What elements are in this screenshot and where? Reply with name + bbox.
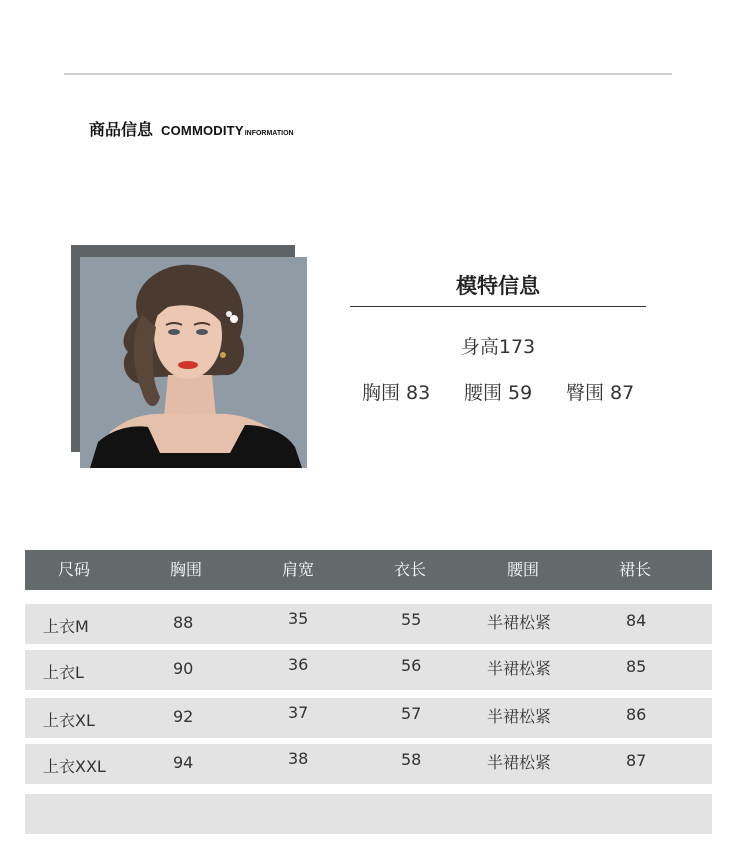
header-skirt-length: 裙长: [618, 560, 651, 579]
header-length: 衣长: [393, 560, 426, 579]
cell-size: 上衣L: [43, 663, 84, 682]
section-heading: [89, 117, 294, 140]
header-shoulder: 肩宽: [281, 560, 314, 579]
cell-skirt-length: 87: [626, 751, 647, 770]
cell-shoulder: 38: [288, 749, 309, 768]
table-row: [25, 744, 712, 784]
table-row: [25, 650, 712, 690]
cell-bust: 92: [173, 707, 194, 726]
table-row: [25, 604, 712, 644]
model-height: 身高173: [460, 336, 536, 358]
table-row-empty: [25, 794, 712, 834]
cell-length: 55: [401, 610, 422, 629]
cell-shoulder: 37: [288, 703, 309, 722]
cell-bust: 90: [173, 659, 194, 678]
cell-length: 56: [401, 656, 422, 675]
section-heading-en-small: INFORMATION: [244, 130, 294, 137]
cell-bust: 88: [173, 613, 194, 632]
header-bust: 胸围: [169, 560, 202, 579]
cell-skirt-length: 85: [626, 657, 647, 676]
model-hips: 臀围 87: [566, 382, 635, 404]
section-heading-en: COMMODITY: [161, 123, 244, 138]
cell-size: 上衣M: [43, 617, 89, 636]
cell-size: 上衣XXL: [43, 757, 106, 776]
cell-length: 57: [401, 704, 422, 723]
top-divider: [64, 73, 672, 75]
model-waist: 腰围 59: [464, 382, 533, 404]
cell-waist: 半裙松紧: [487, 659, 552, 678]
cell-bust: 94: [173, 753, 194, 772]
cell-shoulder: 36: [288, 655, 309, 674]
cell-waist: 半裙松紧: [487, 753, 552, 772]
cell-skirt-length: 86: [626, 705, 647, 724]
model-info-title: 模特信息: [456, 274, 540, 298]
cell-size: 上衣XL: [43, 711, 95, 730]
cell-skirt-length: 84: [626, 611, 647, 630]
cell-waist: 半裙松紧: [487, 707, 552, 726]
header-waist: 腰围: [506, 560, 539, 579]
header-size: 尺码: [57, 560, 90, 579]
cell-length: 58: [401, 750, 422, 769]
model-photo: [80, 257, 307, 468]
size-table-header: [25, 550, 712, 590]
cell-shoulder: 35: [288, 609, 309, 628]
model-info-divider: [350, 306, 646, 307]
model-portrait-icon: [80, 257, 307, 468]
model-bust: 胸围 83: [362, 382, 431, 404]
section-heading-cn: 商品信息: [89, 120, 154, 139]
cell-waist: 半裙松紧: [487, 613, 552, 632]
table-row: [25, 698, 712, 738]
